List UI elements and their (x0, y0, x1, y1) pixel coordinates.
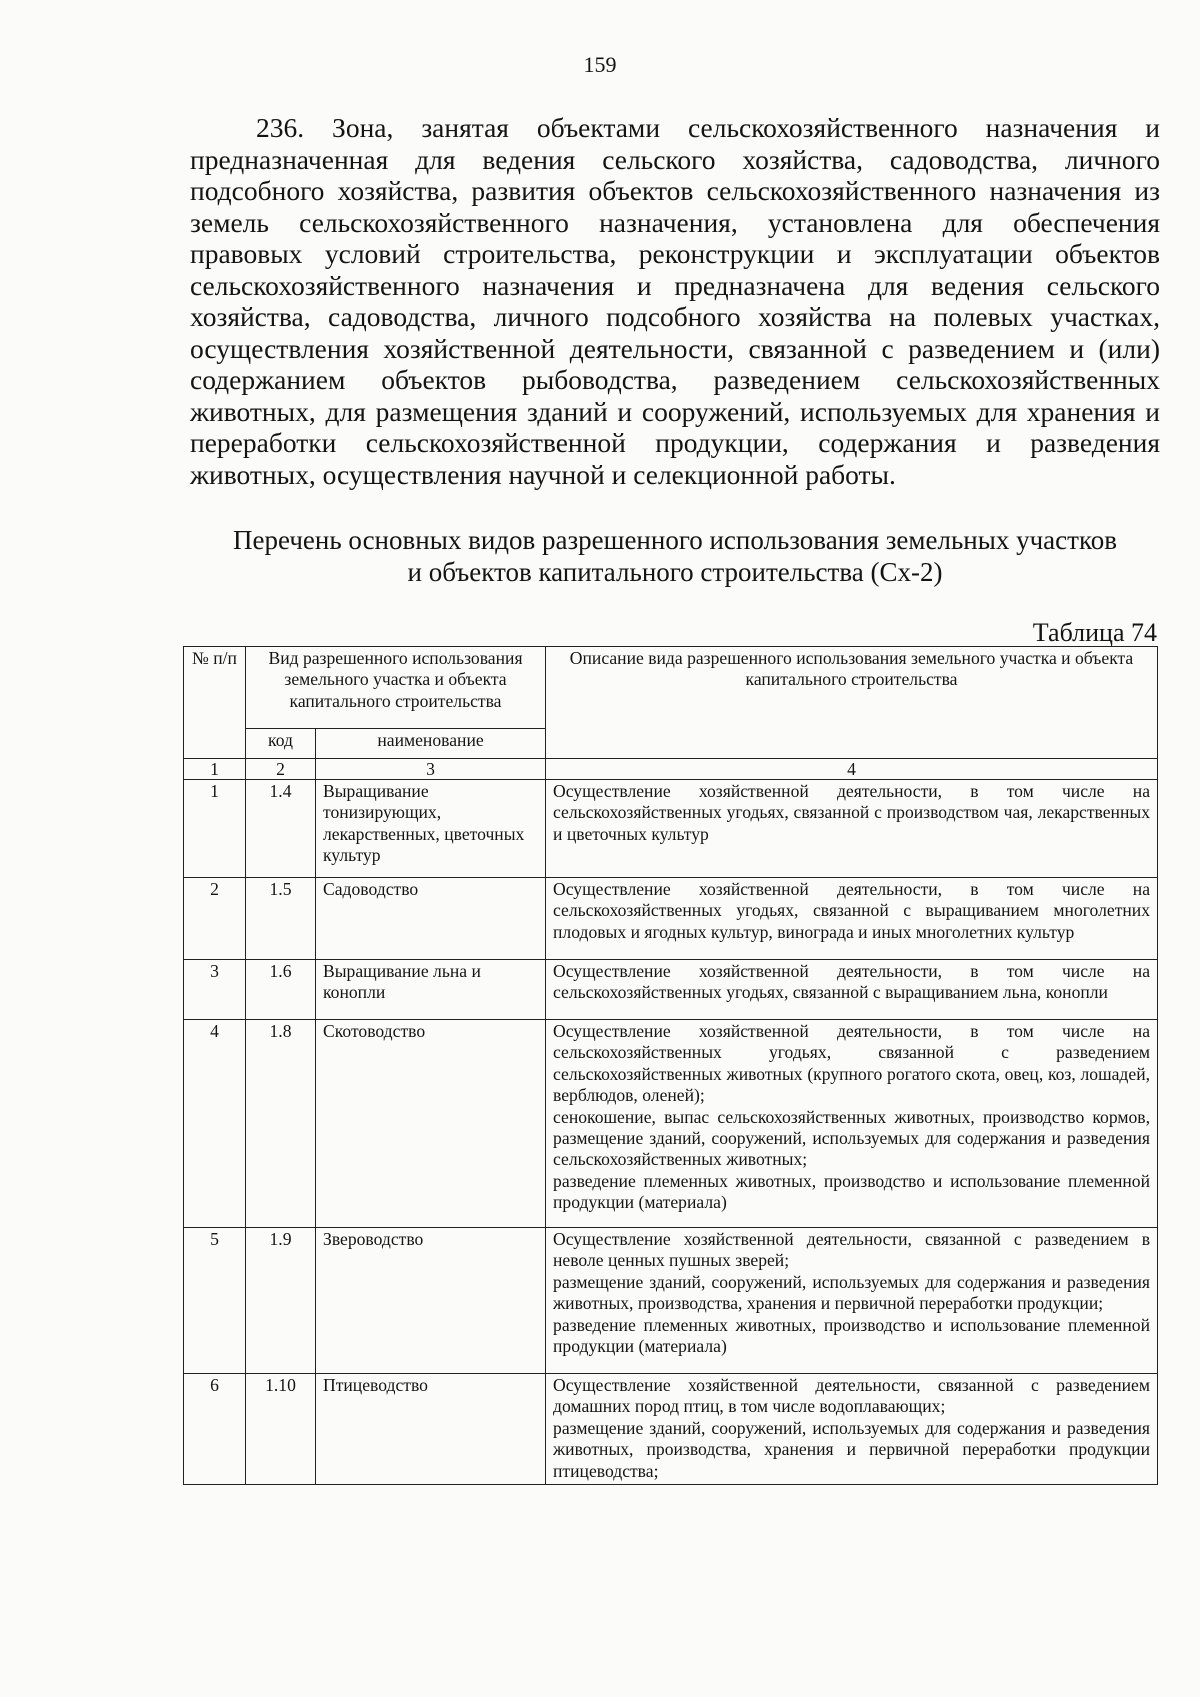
row-code: 1.9 (246, 1228, 316, 1374)
table-row (184, 1020, 1158, 1228)
row-name: Садоводство (316, 878, 546, 960)
row-description-paragraph: Осуществление хозяйственной деятельности, в том числе на сельскохозяйственных угодьях, связанной с выращиванием льна, конопли (553, 961, 1151, 1003)
row-description-paragraph: размещение зданий, сооружений, используемых для содержания и разведения животных, производства, хранения и первичной переработки продукции; (553, 1271, 1151, 1314)
row-description (546, 1228, 1158, 1374)
table-row (184, 878, 1158, 960)
page-number: 159 (583, 52, 617, 77)
header-name: наименование (316, 728, 546, 758)
row-description-paragraph: сенокошение, выпас сельскохозяйственных животных, производство кормов, размещение зданий, сооружений, используемых для содержания и разведения сельскохозяйственных животных; (553, 1106, 1151, 1170)
column-index: 1 (184, 759, 246, 780)
row-code: 1.5 (246, 878, 316, 960)
row-code: 1.4 (246, 780, 316, 878)
list-title-line-1: Перечень основных видов разрешенного использования земельных участков (233, 525, 1117, 555)
row-description (546, 1020, 1158, 1228)
row-description-paragraph: Осуществление хозяйственной деятельности, в том числе на сельскохозяйственных угодьях, связанной с производством чая, лекарственных и цветочных культур (553, 781, 1151, 844)
row-description-paragraph: размещение зданий, сооружений, используемых для содержания и разведения животных, производства, хранения и первичной переработки продукции птицеводства; (553, 1417, 1151, 1481)
row-number: 3 (184, 960, 246, 1020)
row-description-paragraph: разведение племенных животных, производство и использование племенной продукции (материала) (553, 1170, 1151, 1213)
row-name: Скотоводство (316, 1020, 546, 1228)
row-code: 1.10 (246, 1374, 316, 1485)
row-description (546, 1374, 1158, 1485)
row-number: 6 (184, 1374, 246, 1485)
table-row (184, 960, 1158, 1020)
land-use-table (183, 646, 1158, 1485)
list-title (190, 524, 1160, 588)
row-name: Птицеводство (316, 1374, 546, 1485)
column-index: 2 (246, 759, 316, 780)
column-index: 3 (316, 759, 546, 780)
row-description-paragraph: разведение племенных животных, производство и использование племенной продукции (материала) (553, 1314, 1151, 1357)
row-name: Звероводство (316, 1228, 546, 1374)
row-number: 1 (184, 780, 246, 878)
row-name: Выращивание тонизирующих, лекарственных, цветочных культур (316, 780, 546, 878)
column-index: 4 (546, 759, 1158, 780)
header-desc: Описание вида разрешенного использования земельного участка и объекта капитального строительства (546, 647, 1158, 759)
header-code: код (246, 728, 316, 758)
header-row (184, 647, 1158, 729)
table-row (184, 780, 1158, 878)
header-num: № п/п (184, 647, 246, 759)
table-row (184, 1228, 1158, 1374)
table-label: Таблица 74 (1032, 618, 1157, 647)
row-number: 5 (184, 1228, 246, 1374)
row-name: Выращивание льна и конопли (316, 960, 546, 1020)
row-description-paragraph: Осуществление хозяйственной деятельности, связанной с разведением домашних пород птиц, в том числе водоплавающих; (553, 1375, 1151, 1417)
row-description (546, 780, 1158, 878)
zone-description-paragraph: 236. Зона, занятая объектами сельскохозяйственного назначения и предназначенная для ведения сельского хозяйства, садоводства, личного подсобного хозяйства, развития объектов сельскохозяйственного назначения из земель сельскохозяйственного назначения, установлена для обеспечения правовых условий строительства, реконструкции и эксплуатации объектов сельскохозяйственного назначения и предназначена для ведения сельского хозяйства, садоводства, личного подсобного хозяйства на полевых участках, осуществления хозяйственной деятельности, связанной с разведением и (или) содержанием объектов рыбоводства, разведением сельскохозяйственных животных, для размещения зданий и сооружений, используемых для хранения и переработки сельскохозяйственной продукции, содержания и разведения животных, осуществления научной и селекционной работы. (190, 112, 1160, 490)
row-description-paragraph: Осуществление хозяйственной деятельности, связанной с разведением в неволе ценных пушных зверей; (553, 1229, 1151, 1271)
table-row (184, 1374, 1158, 1485)
row-description-paragraph: Осуществление хозяйственной деятельности, в том числе на сельскохозяйственных угодьях, связанной с разведением сельскохозяйственных животных (крупного рогатого скота, овец, коз, лошадей, верблюдов, оленей); (553, 1021, 1151, 1106)
row-code: 1.6 (246, 960, 316, 1020)
column-index-row (184, 759, 1158, 780)
list-title-line-2: и объектов капитального строительства (Сх-2) (407, 557, 943, 587)
row-code: 1.8 (246, 1020, 316, 1228)
row-description (546, 960, 1158, 1020)
row-description (546, 878, 1158, 960)
row-number: 2 (184, 878, 246, 960)
row-number: 4 (184, 1020, 246, 1228)
header-vid: Вид разрешенного использования земельного участка и объекта капитального строительства (246, 647, 546, 729)
row-description-paragraph: Осуществление хозяйственной деятельности, в том числе на сельскохозяйственных угодьях, связанной с выращиванием многолетних плодовых и ягодных культур, винограда и иных многолетних культур (553, 879, 1151, 942)
